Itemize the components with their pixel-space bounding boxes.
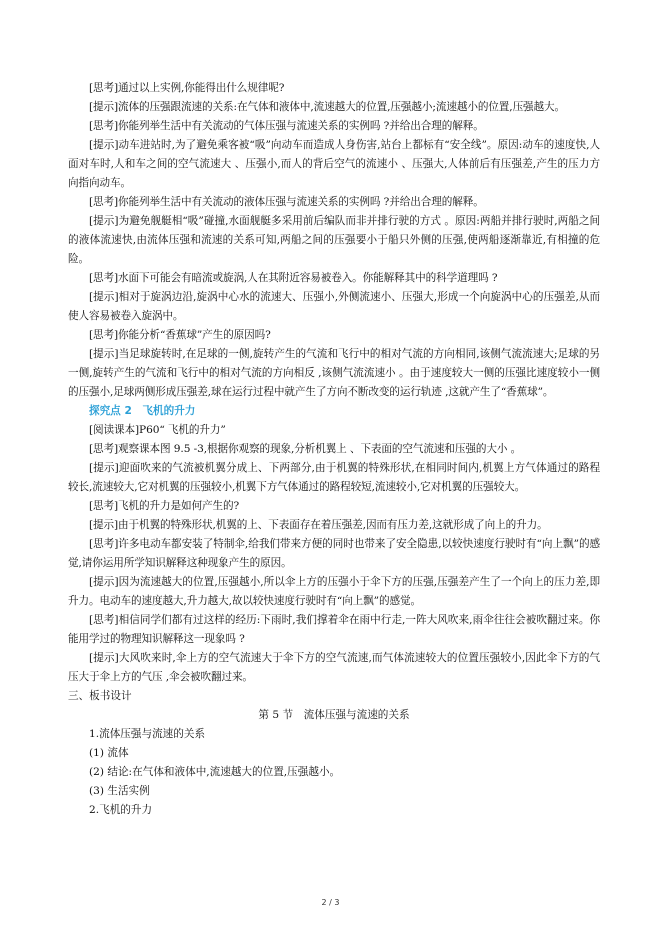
paragraph-hint-train: [提示]动车进站时,为了避免乘客被“吸”向动车而造成人身伤害,站台上都标有“安全线”。原因:动车的速度快,人面对车时,人和车之间的空气流速大 、压强小,而人的背后空气的流速小 、压强大,人体前后有压强差,产生的压力方向指向动车。 <box>68 139 600 189</box>
explore-heading: 探究点 2 飞机的升力 <box>89 405 196 417</box>
board-item: 1.流体压强与流速的关系 <box>89 728 206 740</box>
paragraph-think-rule: [思考]通过以上实例,你能得出什么规律呢? <box>89 82 285 94</box>
paragraph-hint-wing: [提示]迎面吹来的气流被机翼分成上、下两部分,由于机翼的特殊形状,在相同时间内,机翼上方气体通过的路程较长,流速较大,它对机翼的压强较小,机翼下方气体通过的路程较短,流速较小,它对机翼的压强较大。 <box>68 462 600 493</box>
paragraph-think-lift: [思考]飞机的升力是如何产生的? <box>89 500 240 512</box>
paragraph-read-textbook: [阅读课本]P60“ 飞机的升力” <box>89 424 226 436</box>
paragraph-hint-banana-ball: [提示]当足球旋转时,在足球的一侧,旋转产生的气流和飞行中的相对气流的方向相同,该侧气流流速大;足球的另一侧,旋转产生的气流和飞行中的相对气流的方向相反 ,该侧气流流速小 。由于速度较大一侧的压强比速度较小一侧的压强小,足球两侧形成压强差,球在运行过程中就产生了方向不断改变的运行轨迹 ,这就产生了“香蕉球”。 <box>68 348 600 398</box>
board-item: 2.飞机的升力 <box>89 804 153 816</box>
paragraph-think-vortex: [思考]水面下可能会有暗流或旋涡,人在其附近容易被卷入。你能解释其中的科学道理吗 ? <box>89 272 498 284</box>
paragraph-think-gas: [思考]你能列举生活中有关流动的气体压强与流速关系的实例吗 ?并给出合理的解释。 <box>89 120 484 132</box>
board-item: (2) 结论:在气体和液体中,流速越大的位置,压强越小。 <box>89 766 341 778</box>
paragraph-hint-vortex: [提示]相对于旋涡边沿,旋涡中心水的流速大、压强小,外侧流速小、压强大,形成一个向旋涡中心的压强差,从而使人容易被卷入旋涡中。 <box>68 291 600 322</box>
page-number: 2 / 3 <box>321 898 340 907</box>
paragraph-hint-umbrella-wind: [提示]大风吹来时,伞上方的空气流速大于伞下方的空气流速,而气体流速较大的位置压强较小,因此伞下方的气压大于伞上方的气压 ,伞会被吹翻过来。 <box>68 652 600 683</box>
board-item: (1) 流体 <box>89 747 129 759</box>
paragraph-think-umbrella-wind: [思考]相信同学们都有过这样的经历:下雨时,我们撑着伞在雨中行走,一阵大风吹来,雨伞往往会被吹翻过来。你能用学过的物理知识解释这一现象吗 ? <box>68 614 600 645</box>
paragraph-think-wing: [思考]观察课本图 9.5 -3,根据你观察的现象,分析机翼上 、下表面的空气流速和压强的大小 。 <box>89 443 522 455</box>
paragraph-hint-umbrella-bike: [提示]因为流速越大的位置,压强越小,所以伞上方的压强小于伞下方的压强,压强差产生了一个向上的压力差,即升力。电动车的速度越大,升力越大,故以较快速度行驶时有“向上飘”的感觉。 <box>68 576 600 607</box>
board-item: (3) 生活实例 <box>89 785 150 797</box>
paragraph-think-liquid: [思考]你能列举生活中有关流动的液体压强与流速关系的实例吗 ?并给出合理的解释。 <box>89 196 484 208</box>
paragraph-hint-ships: [提示]为避免舰艇相“吸”碰撞,水面舰艇多采用前后编队而非并排行驶的方式 。原因:两船并排行驶时,两船之间的液体流速快,由流体压强和流速的关系可知,两船之间的压强要小于船只外侧的压强,使两船逐渐靠近,有相撞的危险。 <box>68 215 600 265</box>
paragraph-hint-rule: [提示]流体的压强跟流速的关系:在气体和液体中,流速越大的位置,压强越小;流速越小的位置,压强越大。 <box>89 101 566 113</box>
paragraph-think-umbrella-bike: [思考]许多电动车都安装了特制伞,给我们带来方便的同时也带来了安全隐患,以较快速度行驶时有“向上飘”的感觉,请你运用所学知识解释这种现象产生的原因。 <box>68 538 600 569</box>
section-title: 三、板书设计 <box>68 690 132 702</box>
paragraph-think-banana-ball: [思考]你能分析“香蕉球”产生的原因吗? <box>89 329 271 341</box>
board-title: 第 5 节 流体压强与流速的关系 <box>258 709 410 721</box>
paragraph-hint-lift: [提示]由于机翼的特殊形状,机翼的上、下表面存在着压强差,因而有压力差,这就形成了向上的升力。 <box>89 519 548 531</box>
document-body <box>68 79 600 820</box>
